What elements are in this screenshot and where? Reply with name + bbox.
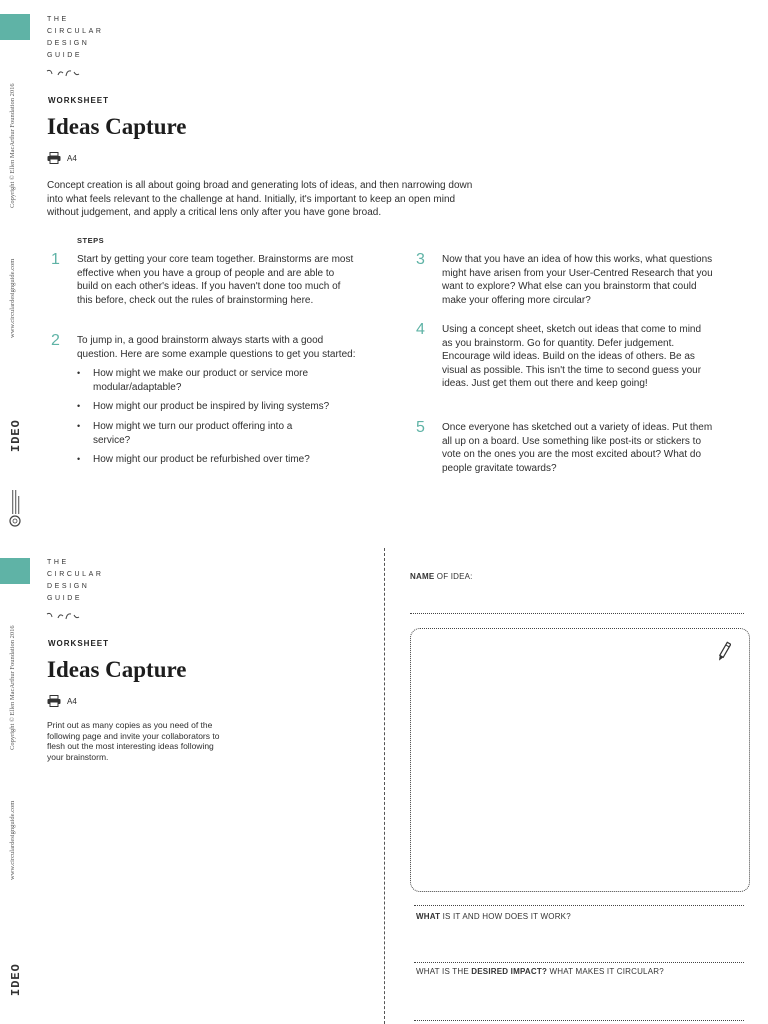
- step-number: 4: [416, 321, 425, 338]
- paper-size: [47, 152, 77, 164]
- brand-line: GUIDE: [47, 595, 83, 602]
- step-text: [77, 253, 357, 307]
- brand-line: CIRCULAR: [47, 571, 104, 578]
- name-of-idea-field[interactable]: [410, 613, 744, 614]
- what-is-it-field[interactable]: [414, 962, 744, 963]
- pencil-icon: [717, 641, 731, 663]
- separator-line: [414, 905, 744, 906]
- sketch-area[interactable]: [410, 628, 750, 892]
- example-questions-list: [77, 367, 362, 467]
- label-rest: IS IT AND HOW DOES IT WORK?: [440, 912, 571, 921]
- what-is-it-label: [416, 912, 571, 921]
- brand-line: DESIGN: [47, 40, 90, 47]
- paper-size: [47, 695, 77, 707]
- brand-line: CIRCULAR: [47, 28, 104, 35]
- list-item: [77, 420, 308, 447]
- copyright-text: Copyright © Ellen MacArthur Foundation 2016: [9, 83, 16, 208]
- brand-name: [47, 557, 104, 605]
- copyright-text: Copyright © Ellen MacArthur Foundation 2016: [9, 625, 16, 750]
- label-rest: WHAT MAKES IT CIRCULAR?: [547, 967, 664, 976]
- step-number: 3: [416, 251, 425, 268]
- brand-line: DESIGN: [47, 583, 90, 590]
- list-item-text: How might we turn our product offering into a service?: [93, 420, 293, 446]
- page-title: Ideas Capture: [47, 657, 187, 682]
- brand-name: [47, 14, 104, 62]
- label-bold: WHAT: [416, 912, 441, 921]
- worksheet-label: WORKSHEET: [48, 96, 109, 105]
- cut-line-divider: [384, 548, 385, 1024]
- brand-mark-icon: [46, 611, 80, 621]
- ideo-logo: IDEO: [9, 963, 23, 996]
- label-pre: WHAT IS THE: [416, 967, 472, 976]
- printer-icon: [47, 695, 61, 707]
- desired-impact-label: [416, 967, 664, 976]
- list-item: [77, 453, 362, 467]
- step-text: [442, 421, 714, 475]
- printer-icon: [47, 152, 61, 164]
- list-item: [77, 367, 343, 394]
- print-instructions: Print out as many copies as you need of the following page and invite your collaborators to flesh out the most interesting ideas following your brainstorm.: [47, 720, 220, 763]
- name-of-idea-label: [410, 572, 473, 581]
- brand-mark-icon: [46, 68, 80, 78]
- step-description: Now that you have an idea of how this works, what questions might have arisen from your User-Centred Research that you want to explore? What else can you brainstorm that could make your offering more circular?: [442, 254, 713, 306]
- ellen-macarthur-foundation-logo: [8, 488, 22, 528]
- step-description: Once everyone has sketched out a variety of ideas. Put them all up on a board. Use something like post-its or stickers to vote on the ones you are the most excited about? What do people gravitate towards?: [442, 422, 713, 474]
- step-text: [77, 334, 362, 473]
- label-bold: NAME: [410, 572, 435, 581]
- step-description: Using a concept sheet, sketch out ideas that come to mind as you brainstorm. Go for quantity. Defer judgement. Encourage wild ideas. Build on the ideas of others. Be as visual as possible. This isn't the time to second guess your ideas. Just get them out there and keep going!: [442, 324, 702, 390]
- page-title: Ideas Capture: [47, 114, 187, 139]
- step-number: 1: [51, 251, 60, 268]
- step-text: [442, 323, 714, 391]
- desired-impact-field[interactable]: [414, 1020, 744, 1021]
- list-item-text: How might our product be inspired by living systems?: [93, 401, 330, 413]
- label-bold: DESIRED IMPACT?: [471, 967, 548, 976]
- worksheet-label: WORKSHEET: [48, 639, 109, 648]
- step-description: To jump in, a good brainstorm always starts with a good question. Here are some example questions to get you started:: [77, 335, 356, 360]
- label-rest: OF IDEA:: [434, 572, 473, 581]
- brand-color-block: [0, 558, 30, 584]
- intro-paragraph: Concept creation is all about going broad and generating lots of ideas, and then narrowing down into what feels relevant to the challenge at hand. Initially, it's important to keep an open mind without judgement, and apply a critical lens only after you have gone broad.: [47, 180, 473, 218]
- step-text: [442, 253, 714, 307]
- step-number: 5: [416, 419, 425, 436]
- list-item: [77, 400, 362, 414]
- website-text: www.circulardesignguide.com: [9, 800, 16, 880]
- paper-size-label: A4: [67, 696, 77, 706]
- website-text: www.circulardesignguide.com: [9, 258, 16, 338]
- step-number: 2: [51, 332, 60, 349]
- brand-line: THE: [47, 16, 69, 23]
- list-item-text: How might our product be refurbished over time?: [93, 454, 310, 466]
- ideo-logo: IDEO: [9, 419, 23, 452]
- step-description: Start by getting your core team together. Brainstorms are most effective when you have a group of people and are able to build on each other's ideas. If you haven't done too much of this before, check out the rules of brainstorming here.: [77, 254, 354, 306]
- brand-line: THE: [47, 559, 69, 566]
- brand-line: GUIDE: [47, 52, 83, 59]
- list-item-text: How might we make our product or service more modular/adaptable?: [93, 368, 309, 393]
- steps-heading: STEPS: [77, 236, 105, 245]
- brand-color-block: [0, 14, 30, 40]
- paper-size-label: A4: [67, 153, 77, 163]
